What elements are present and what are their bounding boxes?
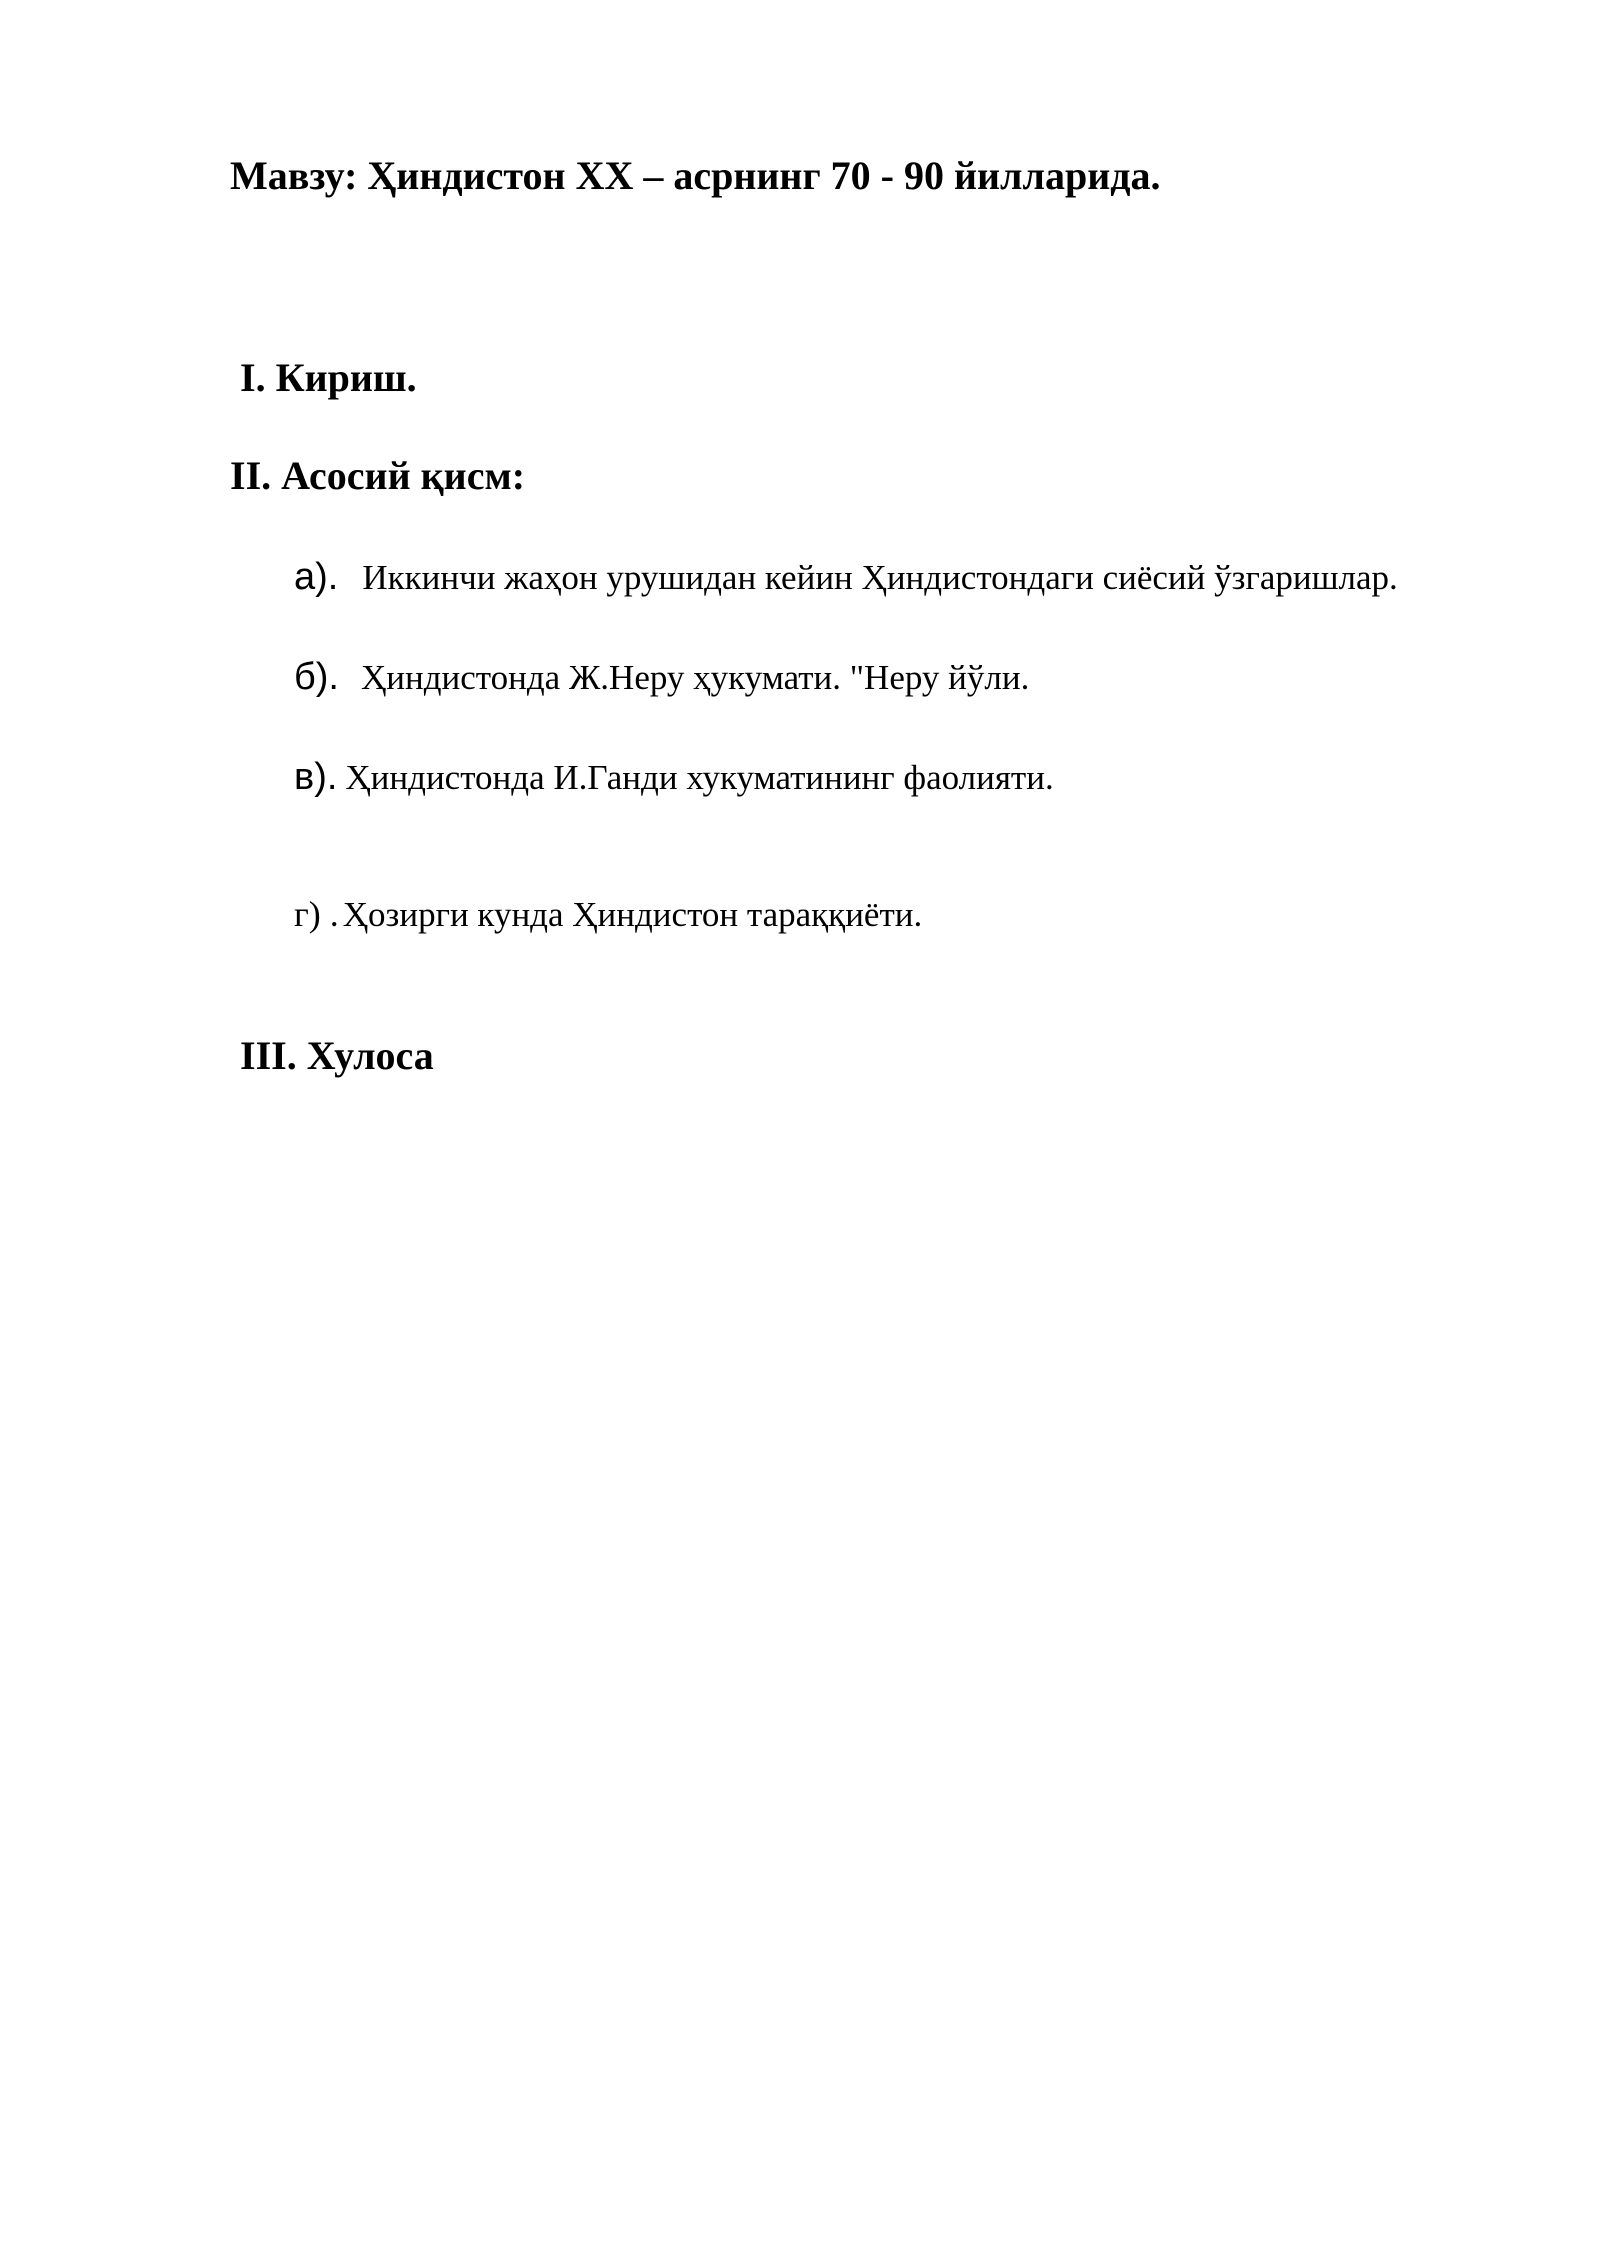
list-item-marker: а). [294, 556, 339, 598]
section-introduction: I. Кириш. [240, 355, 417, 400]
document-title: Мавзу: Ҳиндистон XX – асрнинг 70 - 90 йилларида. [230, 153, 1161, 198]
section-main-part: II. Асосий қисм: [230, 453, 526, 498]
list-item-text: Ҳиндистонда И.Ганди хукуматининг фаолияти. [345, 758, 1054, 797]
list-item-marker: г) . [294, 894, 339, 934]
list-item [294, 558, 1398, 596]
section-conclusion: III. Хулоса [240, 1033, 434, 1078]
list-item-text: Ҳиндистонда Ж.Неру ҳукумати. "Неру йўли. [360, 658, 1030, 697]
list-item-marker: б). [294, 656, 339, 698]
list-item-text: Иккинчи жаҳон урушидан кейин Ҳиндистондаги сиёсий ўзгаришлар. [362, 558, 1398, 597]
list-item-marker: в). [294, 756, 338, 798]
list-item [294, 896, 922, 932]
list-item-text: Ҳозирги кунда Ҳиндистон тараққиёти. [342, 895, 923, 934]
list-item [294, 658, 1029, 696]
list-item [294, 758, 1054, 796]
